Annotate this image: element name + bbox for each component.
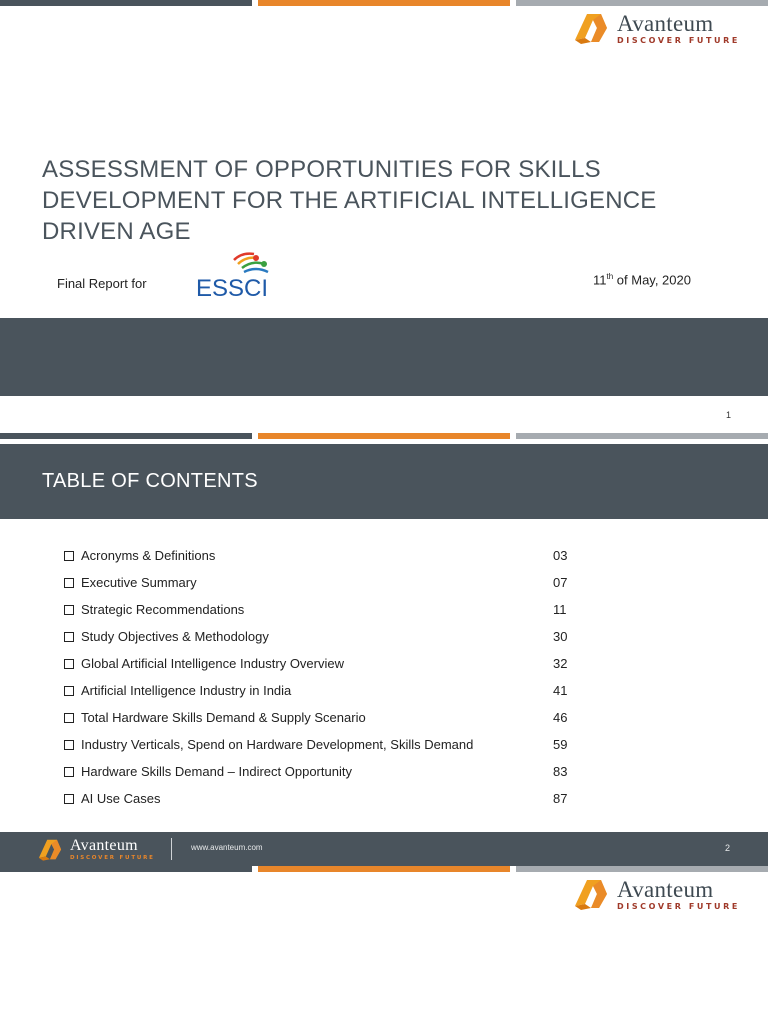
date-day: 11 [593,272,607,288]
toc-heading: TABLE OF CONTENTS [42,470,258,492]
toc-item-label: Strategic Recommendations [81,602,245,617]
toc-item[interactable] [64,683,584,710]
checkbox-icon [64,767,74,777]
toc-item-label: Global Artificial Intelligence Industry Overview [81,656,345,671]
top-stripe-dark [0,0,252,6]
slide2-stripe-gray [516,433,768,439]
toc-item-page: 83 [553,764,568,779]
checkbox-icon [64,605,74,615]
slide1-page-number: 1 [726,410,732,420]
toc-item[interactable] [64,737,584,764]
logo-tagline: DISCOVER FUTURE [70,854,155,861]
toc-item-page: 03 [553,548,568,563]
toc-item-page: 32 [553,656,568,671]
logo-tagline: DISCOVER FUTURE [617,901,740,911]
toc-item[interactable] [64,602,584,629]
slide2-footer [0,832,768,866]
date-rest: of May, 2020 [613,272,691,288]
toc-item[interactable] [64,575,584,602]
toc-item[interactable] [64,710,584,737]
slide2-stripe-orange [258,433,510,439]
toc-item-label: Total Hardware Skills Demand & Supply Scenario [81,710,366,725]
top-stripe-gray [516,0,768,6]
checkbox-icon [64,659,74,669]
toc-item[interactable] [64,629,584,656]
top-stripe-orange [258,0,510,6]
checkbox-icon [64,686,74,696]
slide2-page-number: 2 [725,843,731,853]
toc-item[interactable] [64,764,584,791]
title-line-2: DEVELOPMENT FOR THE ARTIFICIAL INTELLIGENCE [42,187,657,214]
title-line-1: ASSESSMENT OF OPPORTUNITIES FOR SKILLS [42,156,601,183]
logo-tagline: DISCOVER FUTURE [617,35,740,45]
title-line-3: DRIVEN AGE [42,218,191,245]
toc-list [64,548,584,818]
slide2-stripe-dark [0,433,252,439]
report-date [593,272,691,287]
essci-logo [194,250,274,302]
toc-item[interactable] [64,656,584,683]
toc-item-page: 07 [553,575,568,590]
slide1-bottom-band [0,318,768,396]
toc-item-page: 11 [553,602,567,617]
toc-item[interactable] [64,548,584,575]
bottom-stripe-dark [0,866,252,872]
avanteum-logo-icon [571,10,611,46]
bottom-stripe-orange [258,866,510,872]
toc-item-page: 87 [553,791,568,806]
avanteum-logo-top [571,10,740,46]
toc-item-label: Acronyms & Definitions [81,548,216,563]
toc-item-label: Artificial Intelligence Industry in India [81,683,292,698]
logo-name: Avanteum [617,876,714,902]
toc-item-page: 46 [553,710,568,725]
bottom-stripe-gray [516,866,768,872]
checkbox-icon [64,551,74,561]
footer-url[interactable]: www.avanteum.com [191,843,263,852]
avanteum-logo-icon [36,837,64,862]
checkbox-icon [64,794,74,804]
date-suffix: th [606,272,614,281]
toc-item-label: Industry Verticals, Spend on Hardware Development, Skills Demand [81,737,474,752]
avanteum-logo-icon [571,876,611,912]
toc-item-page: 30 [553,629,568,644]
toc-item-label: Study Objectives & Methodology [81,629,269,644]
toc-item-page: 41 [553,683,568,698]
checkbox-icon [64,740,74,750]
footer-divider [171,838,172,860]
toc-item[interactable] [64,791,584,818]
logo-name: Avanteum [70,836,138,854]
toc-item-label: Hardware Skills Demand – Indirect Opportunity [81,764,352,779]
toc-item-label: Executive Summary [81,575,197,590]
avanteum-logo-footer [36,837,155,862]
logo-name: Avanteum [617,10,714,36]
avanteum-logo-bottom [571,876,740,912]
checkbox-icon [64,632,74,642]
final-report-label: Final Report for [57,276,147,291]
toc-item-label: AI Use Cases [81,791,161,806]
checkbox-icon [64,578,74,588]
report-title [42,154,682,247]
toc-item-page: 59 [553,737,568,752]
checkbox-icon [64,713,74,723]
essci-logo-text: ESSCI [196,275,269,302]
